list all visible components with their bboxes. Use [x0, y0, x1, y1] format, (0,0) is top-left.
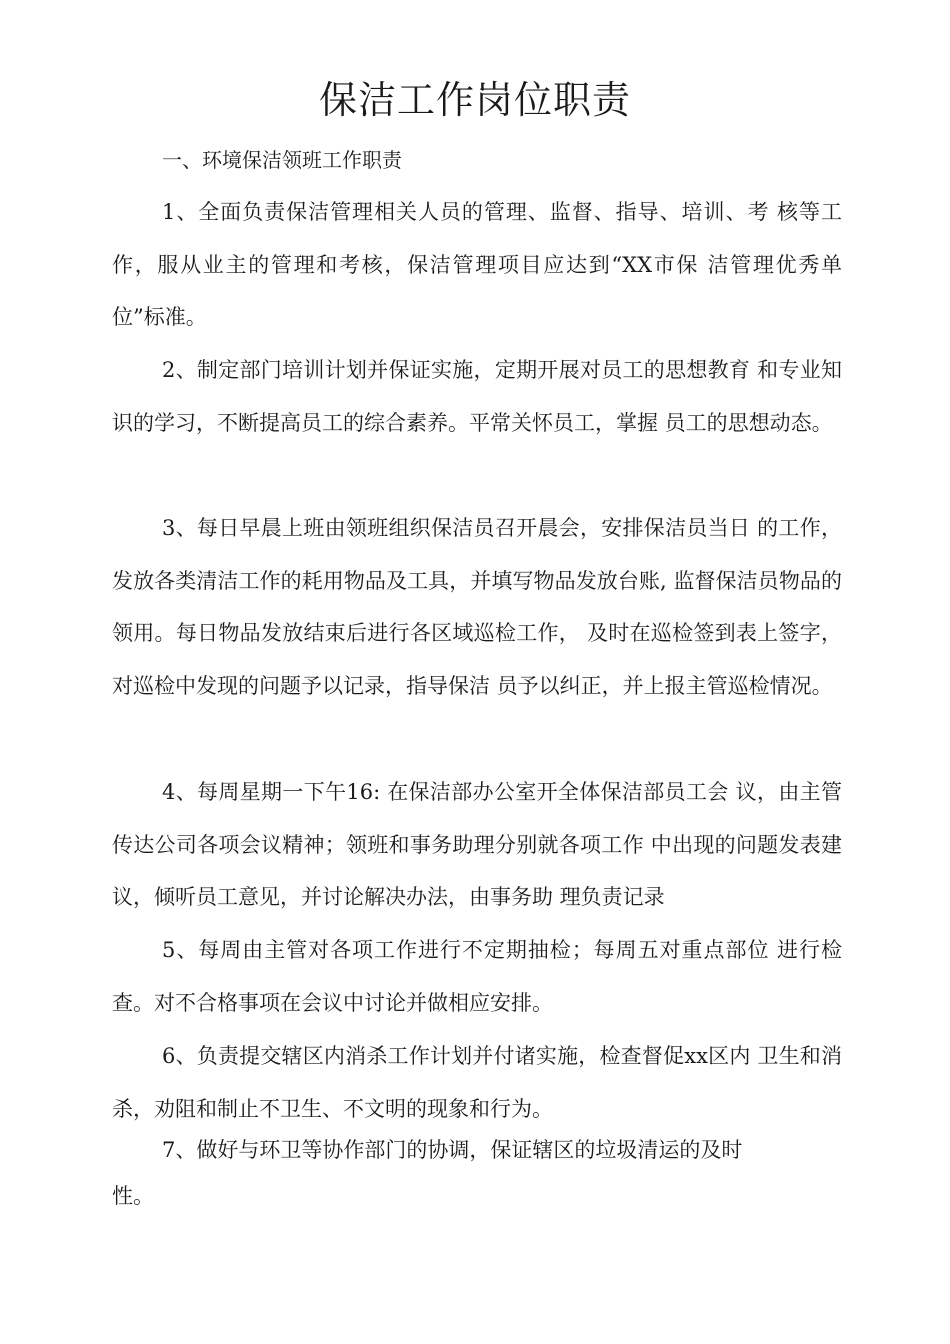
duty-paragraph-6: 6、负责提交辖区内消杀工作计划并付诸实施，检查督促xx区内 卫生和消杀，劝阻和制止不卫生、不文明的现象和行为。	[112, 1044, 842, 1121]
section-heading: 一、环境保洁领班工作职责	[162, 148, 402, 172]
duty-paragraph-1: 1、全面负责保洁管理相关人员的管理、监督、指导、培训、考 核等工作，服从业主的管理和考核，保洁管理项目应达到“XX市保 洁管理优秀单位”标准。	[112, 200, 842, 329]
duty-paragraph-4: 4、每周星期一下午16: 在保洁部办公室开全体保洁部员工会 议，由主管传达公司各项会议精神；领班和事务助理分别就各项工作 中出现的问题发表建议，倾听员工意见，并讨论解决办法，由事务助 理负责记录	[112, 780, 842, 909]
duty-paragraph-5: 5、每周由主管对各项工作进行不定期抽检；每周五对重点部位 进行检查。对不合格事项在会议中讨论并做相应安排。	[112, 938, 842, 1015]
duty-paragraph-2: 2、制定部门培训计划并保证实施，定期开展对员工的思想教育 和专业知识的学习，不断提高员工的综合素养。平常关怀员工，掌握 员工的思想动态。	[112, 358, 842, 435]
duty-paragraph-7-line-1: 7、做好与环卫等协作部门的协调，保证辖区的垃圾清运的及时	[162, 1138, 743, 1162]
duty-paragraph-7-line-2: 性。	[112, 1184, 154, 1208]
duty-paragraph-3: 3、每日早晨上班由领班组织保洁员召开晨会，安排保洁员当日 的工作，发放各类清洁工作的耗用物品及工具，并填写物品发放台账, 监督保洁员物品的领用。每日物品发放结束后进行各区域巡检工作， 及时在巡检签到表上签字，对巡检中发现的问题予以记录，指导保洁 员予以纠正，并上报主管巡检情况。	[112, 516, 842, 698]
document-title: 保洁工作岗位职责	[318, 78, 631, 122]
